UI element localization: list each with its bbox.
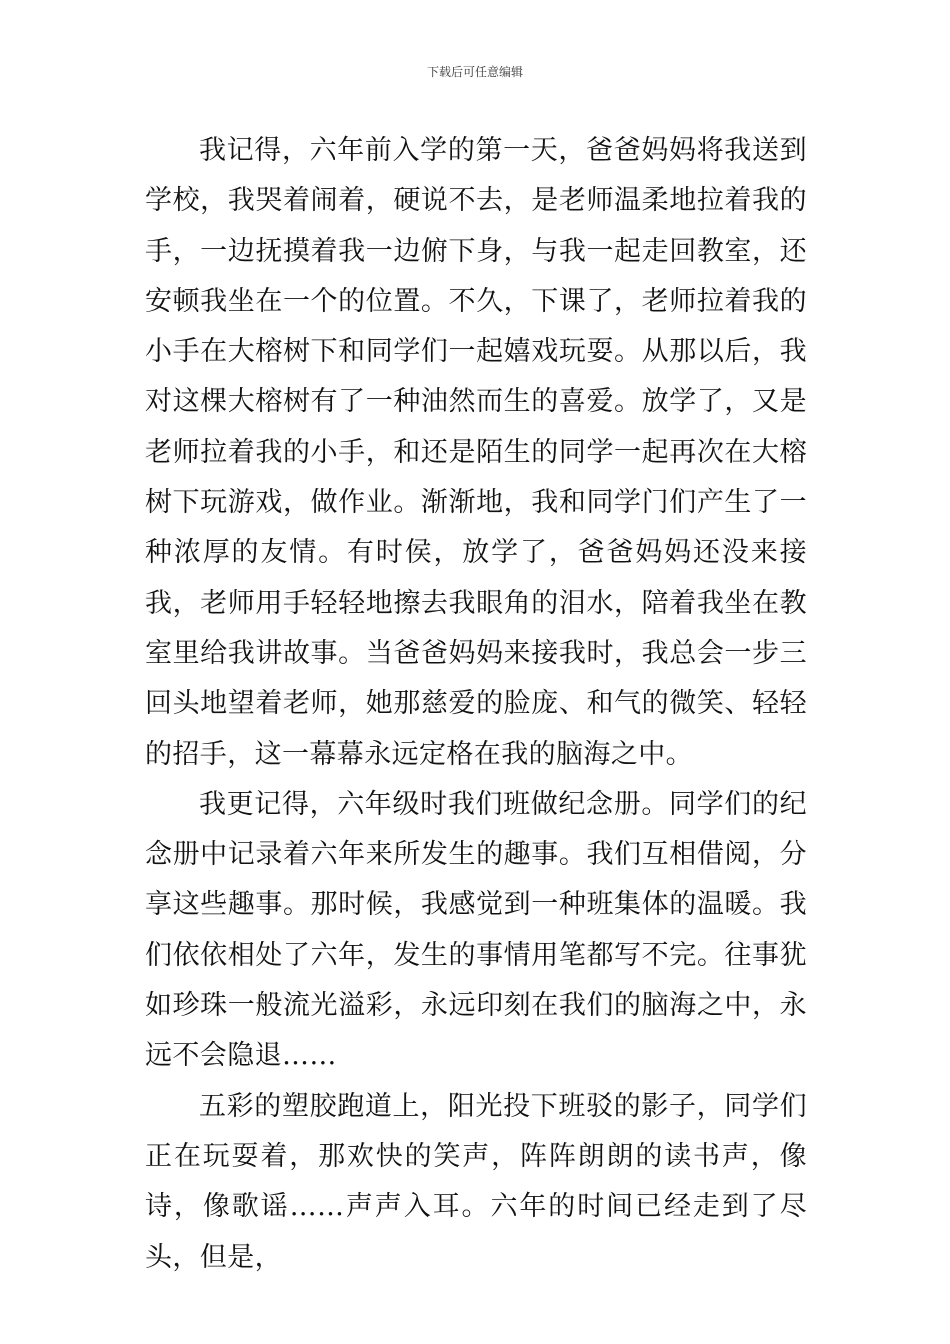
paragraph-2: 我更记得，六年级时我们班做纪念册。同学们的纪念册中记录着六年来所发生的趣事。我们互相借阅，分享这些趣事。那时候，我感觉到一种班集体的温暖。我们依依相处了六年，发生的事情用笔都写不完。往事犹如珍珠一般流光溢彩，永远印刻在我们的脑海之中，永远不会隐退…… [145, 788, 807, 1072]
document-body [145, 126, 807, 1283]
paragraph-1: 我记得，六年前入学的第一天，爸爸妈妈将我送到学校，我哭着闹着，硬说不去，是老师温柔地拉着我的手，一边抚摸着我一边俯下身，与我一起走回教室，还安顿我坐在一个的位置。不久，下课了，老师拉着我的小手在大榕树下和同学们一起嬉戏玩耍。从那以后，我对这棵大榕树有了一种油然而生的喜爱。放学了，又是老师拉着我的小手，和还是陌生的同学一起再次在大榕树下玩游戏，做作业。渐渐地，我和同学门们产生了一种浓厚的友情。有时侯，放学了，爸爸妈妈还没来接我，老师用手轻轻地擦去我眼角的泪水，陪着我坐在教室里给我讲故事。当爸爸妈妈来接我时，我总会一步三回头地望着老师，她那慈爱的脸庞、和气的微笑、轻轻的招手，这一幕幕永远定格在我的脑海之中。 [145, 135, 807, 770]
paragraph-3: 五彩的塑胶跑道上，阳光投下班驳的影子，同学们正在玩耍着，那欢快的笑声，阵阵朗朗的读书声，像诗，像歌谣……声声入耳。六年的时间已经走到了尽头，但是， [145, 1090, 807, 1273]
header-note: 下载后可任意编辑 [426, 65, 523, 79]
